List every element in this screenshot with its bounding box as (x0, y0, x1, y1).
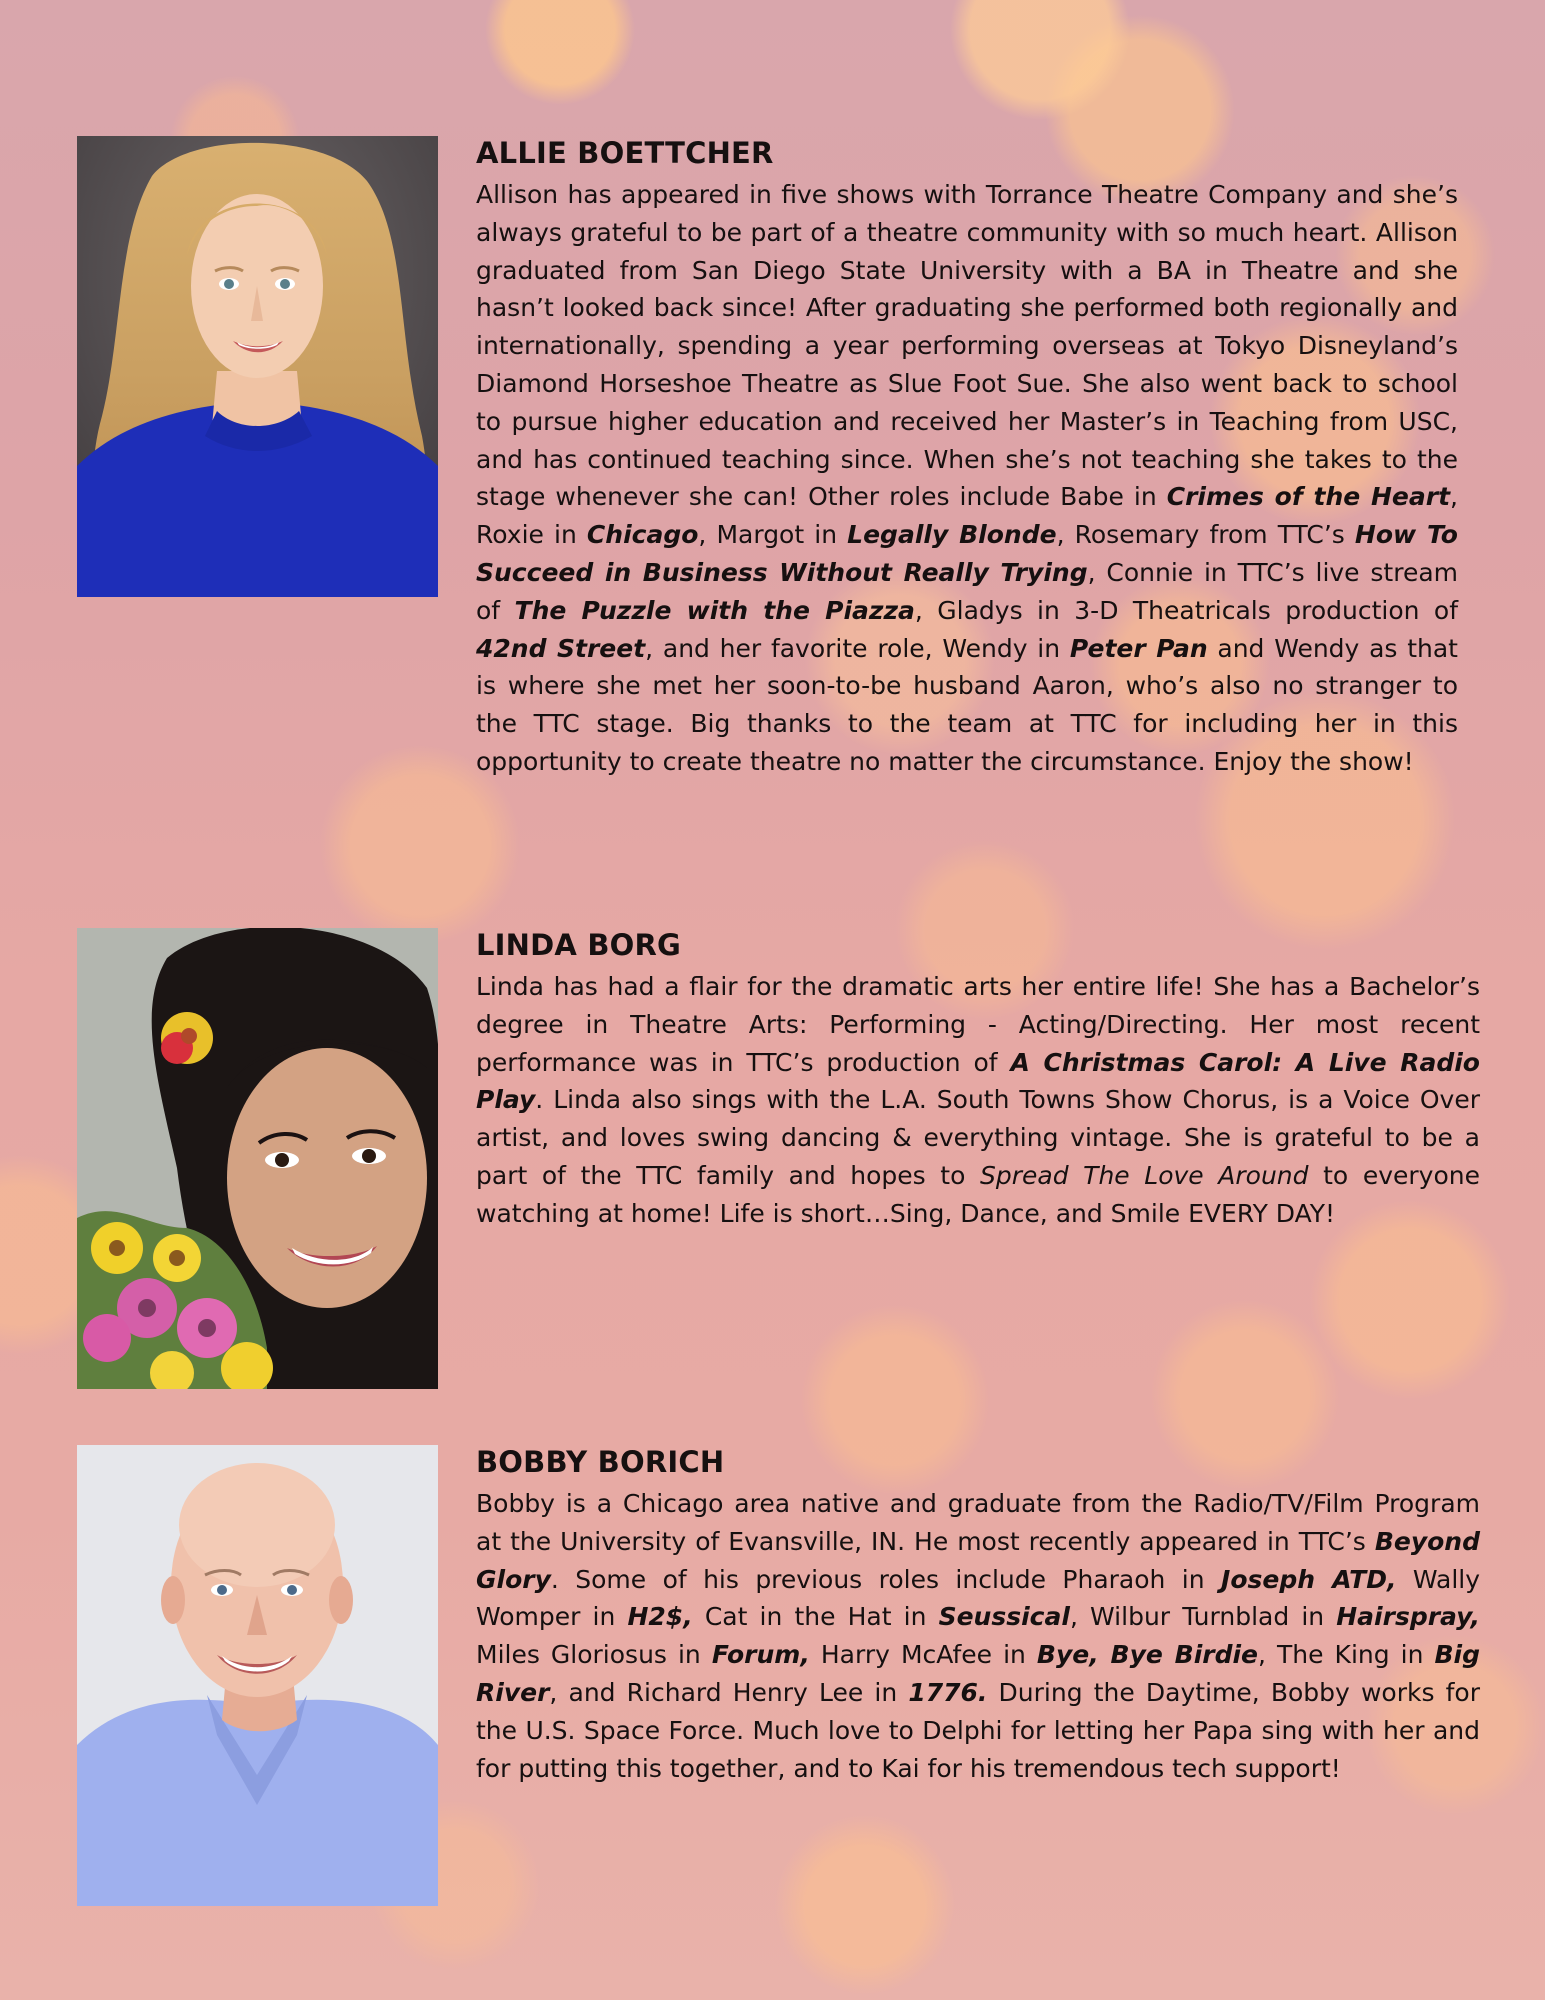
show-title: Legally Blonde (847, 520, 1057, 550)
show-title: Hairspray, (1336, 1602, 1480, 1632)
show-title: 1776. (908, 1677, 988, 1707)
show-title: The Puzzle with the Piazza (514, 595, 915, 625)
bio-name: ALLIE BOETTCHER (476, 136, 774, 170)
headshot-bobby-borich (77, 1445, 438, 1906)
show-title: 42nd Street (476, 633, 646, 663)
show-title: Big River (476, 1640, 1481, 1707)
bio-text: Allison has appeared in five shows with Torrance Theatre Company and she’s always grateful to be part of a theatre community with so much heart. Allison graduated from San Diego State University with a BA in Theatre and she hasn’t looked back since! After graduating she performed both regionally and internationally, spending a year performing overseas at Tokyo Disneyland’s Diamond Horseshoe Theatre as Slue Foot Sue. She also went back to school to pursue higher education and received her Master’s in Teaching from USC, and has continued teaching since. When she’s not teaching she takes to the stage whenever she can! Other roles include Babe in Crimes of the Heart, Roxie in Chicago, Margot in Legally Blonde, Rosemary from TTC’s How To Succeed in Business Without Really Trying, Connie in TTC’s live stream of The Puzzle with the Piazza, Gladys in 3-D Theatricals production of 42nd Street, and her favorite role, Wendy in Peter Pan and Wendy as that is where she met her soon-to-be husband Aaron, who’s also no stranger to the TTC stage. Big thanks to the team at TTC for including her in this opportunity to create theatre no matter the circumstance. Enjoy the show! (476, 180, 1458, 776)
bio-text: Linda has had a flair for the dramatic arts her entire life! She has a Bachelor’s degree in Theatre Arts: Performing - Acting/Directing. Her most recent performance was in TTC’s production of A Christmas Carol: A Live Radio Play. Linda also sings with the L.A. South Towns Show Chorus, is a Voice Over artist, and loves swing dancing & everything vintage. She is grateful to be a part of the TTC family and hopes to Spread The Love Around to everyone watching at home! Life is short…Sing, Dance, and Smile EVERY DAY! (476, 972, 1480, 1228)
bio-text: Bobby is a Chicago area native and graduate from the Radio/TV/Film Program at the University of Evansville, IN. He most recently appeared in TTC’s Beyond Glory. Some of his previous roles include Pharaoh in Joseph ATD, Wally Womper in H2$, Cat in the Hat in Seussical, Wilbur Turnblad in Hairspray, Miles Gloriosus in Forum, Harry McAfee in Bye, Bye Birdie, The King in Big River, and Richard Henry Lee in 1776. During the Daytime, Bobby works for the U.S. Space Force. Much love to Delphi for letting her Papa sing with her and for putting this together, and to Kai for his tremendous tech support! (476, 1489, 1481, 1783)
show-title: Bye, Bye Birdie (1036, 1640, 1259, 1670)
show-title: Crimes of the Heart (1166, 482, 1451, 512)
headshot-allie-boettcher (77, 136, 438, 597)
show-title: How To Succeed in Business Without Really Trying (476, 520, 1458, 587)
show-title: Beyond Glory (476, 1526, 1480, 1594)
song-title: Spread The Love Around (980, 1160, 1309, 1190)
show-title: H2$, (627, 1602, 693, 1632)
headshot-linda-borg (77, 928, 438, 1389)
show-title: Joseph ATD, (1221, 1564, 1397, 1594)
bio-name: LINDA BORG (476, 928, 682, 962)
show-title: A Christmas Carol: A Live Radio Play (476, 1047, 1480, 1115)
show-title: Peter Pan (1069, 633, 1208, 663)
show-title: Seussical (938, 1602, 1070, 1632)
flower-hair (161, 1012, 213, 1064)
show-title: Chicago (586, 520, 699, 550)
bio-name: BOBBY BORICH (476, 1445, 725, 1479)
show-title: Forum, (711, 1640, 810, 1670)
